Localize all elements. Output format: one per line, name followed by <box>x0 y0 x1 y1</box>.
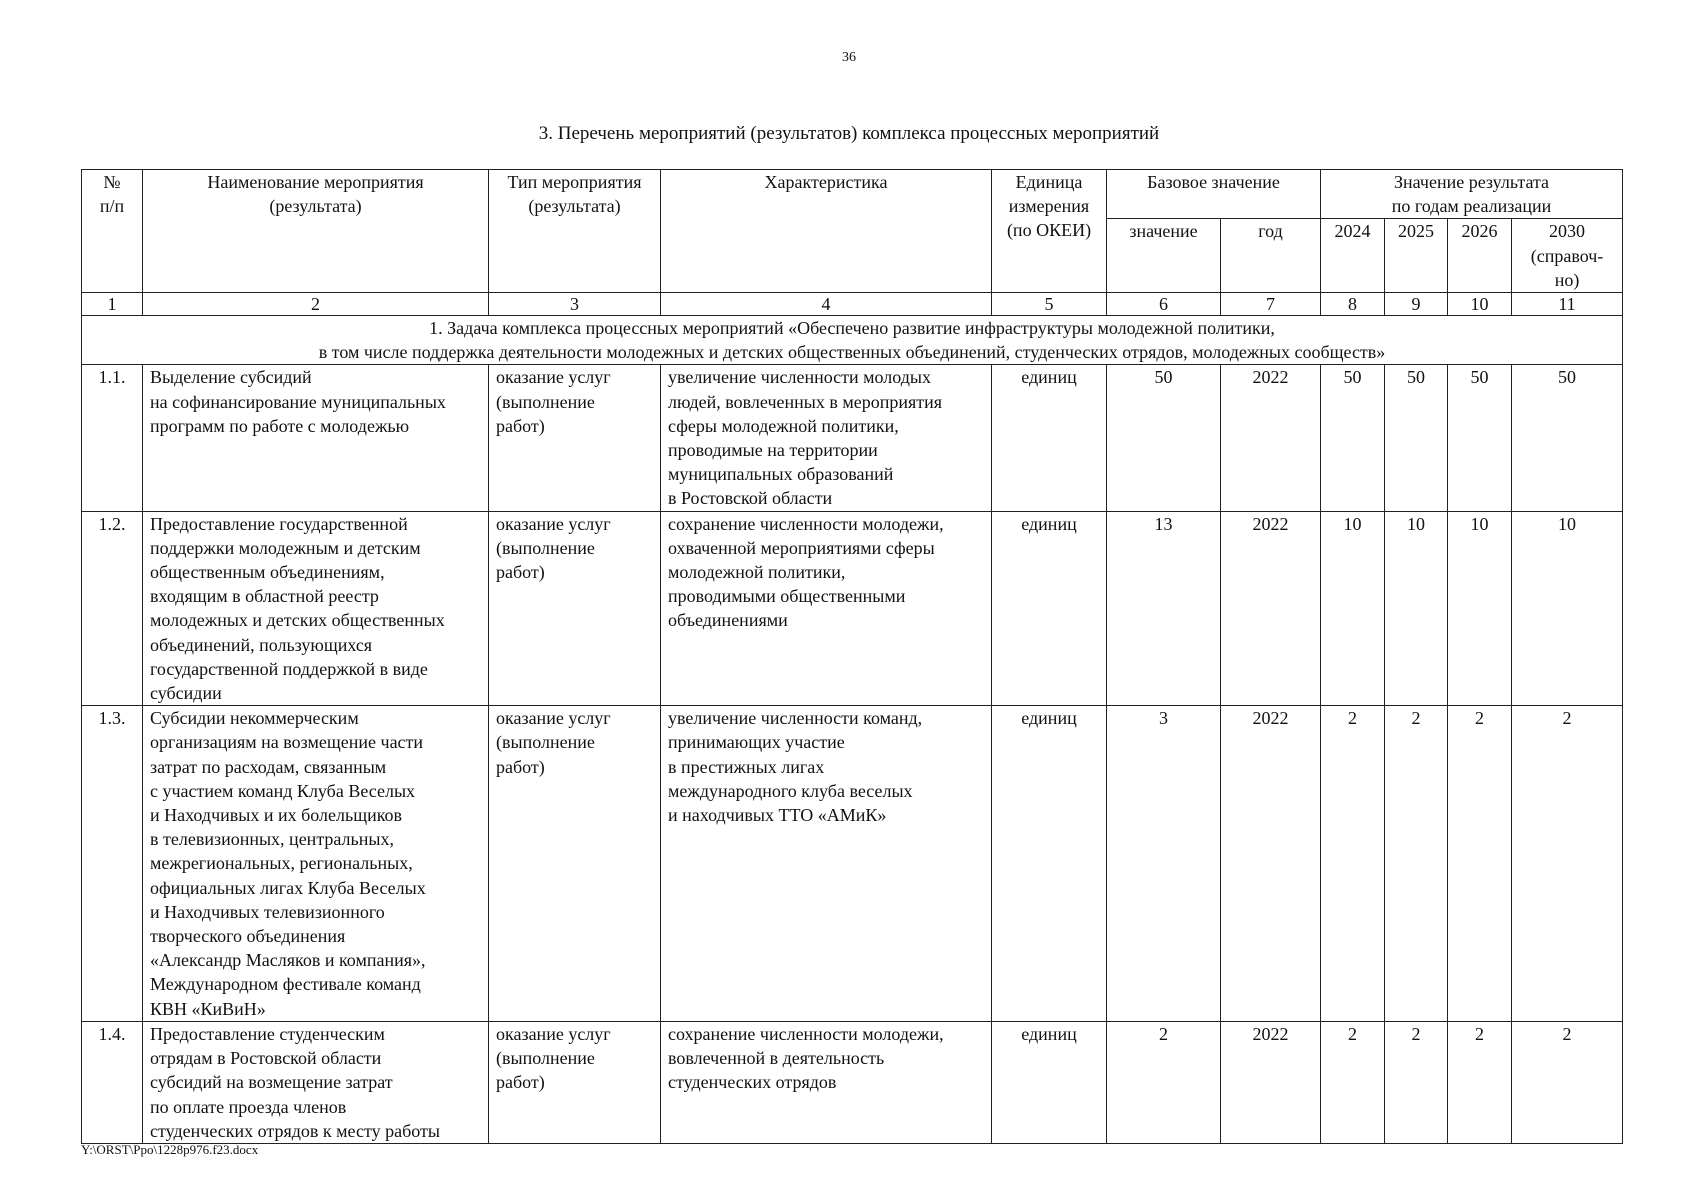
column-number: 3 <box>489 293 661 316</box>
task-heading-row <box>82 316 1623 365</box>
row-name: Субсидии некоммерческим организациям на возмещение части затрат по расходам, связанным с участием команд Клуба Веселых и Находчивых и их болельщиков в телевизионных, центральных, межрегиональных, региональных, официальных лигах Клуба Веселых и Находчивых телевизионного творческого объединения «Александр Масляков и компания», Международном фестивале команд КВН «КиВиН» <box>143 706 489 1022</box>
column-number: 5 <box>992 293 1107 316</box>
row-2024: 10 <box>1321 511 1385 706</box>
document-title: 3. Перечень мероприятий (результатов) комплекса процессных мероприятий <box>538 123 1160 144</box>
row-number: 1.4. <box>82 1021 143 1143</box>
header-base-year: год <box>1221 219 1321 293</box>
header-type: Тип мероприятия (результата) <box>489 170 661 293</box>
column-number: 8 <box>1321 293 1385 316</box>
row-unit: единиц <box>992 706 1107 1022</box>
row-2026: 10 <box>1448 511 1512 706</box>
table-row <box>82 1021 1623 1143</box>
header-base-value: значение <box>1107 219 1221 293</box>
header-2026: 2026 <box>1448 219 1512 293</box>
column-number: 6 <box>1107 293 1221 316</box>
column-number: 1 <box>82 293 143 316</box>
row-2025: 50 <box>1385 365 1448 511</box>
column-number: 10 <box>1448 293 1512 316</box>
header-2030: 2030 (справоч- но) <box>1512 219 1623 293</box>
row-2024: 2 <box>1321 706 1385 1022</box>
row-base-value: 3 <box>1107 706 1221 1022</box>
row-2026: 50 <box>1448 365 1512 511</box>
row-2030: 2 <box>1512 1021 1623 1143</box>
row-base-value: 13 <box>1107 511 1221 706</box>
row-characteristic: увеличение численности команд, принимающих участие в престижных лигах международного клуба веселых и находчивых ТТО «АМиК» <box>661 706 992 1022</box>
column-number-row <box>82 293 1623 316</box>
row-2030: 2 <box>1512 706 1623 1022</box>
row-name: Предоставление государственной поддержки молодежным и детским общественным объединениям, входящим в областной реестр молодежных и детских общественных объединений, пользующихся государственной поддержкой в виде субсидии <box>143 511 489 706</box>
row-2026: 2 <box>1448 1021 1512 1143</box>
header-name: Наименование мероприятия (результата) <box>143 170 489 293</box>
row-2026: 2 <box>1448 706 1512 1022</box>
header-row-1 <box>82 170 1623 219</box>
table-row <box>82 511 1623 706</box>
row-unit: единиц <box>992 511 1107 706</box>
row-base-value: 50 <box>1107 365 1221 511</box>
row-name: Предоставление студенческим отрядам в Ростовской области субсидий на возмещение затрат по оплате проезда членов студенческих отрядов к месту работы <box>143 1021 489 1143</box>
row-2025: 2 <box>1385 1021 1448 1143</box>
measures-table <box>81 169 1623 1144</box>
header-characteristic: Характеристика <box>661 170 992 293</box>
header-base: Базовое значение <box>1107 170 1321 219</box>
row-2030: 50 <box>1512 365 1623 511</box>
row-number: 1.3. <box>82 706 143 1022</box>
column-number: 11 <box>1512 293 1623 316</box>
row-type: оказание услуг (выполнение работ) <box>489 1021 661 1143</box>
row-type: оказание услуг (выполнение работ) <box>489 365 661 511</box>
task-heading: 1. Задача комплекса процессных мероприятий «Обеспечено развитие инфраструктуры молодежной политики, в том числе поддержка деятельности молодежных и детских общественных объединений, студенческих отрядов, молодежных сообществ» <box>82 316 1623 365</box>
file-path: Y:\ORST\Ppo\1228p976.f23.docx <box>81 1142 259 1157</box>
row-number: 1.2. <box>82 511 143 706</box>
row-base-year: 2022 <box>1221 706 1321 1022</box>
header-result: Значение результата по годам реализации <box>1321 170 1623 219</box>
row-unit: единиц <box>992 1021 1107 1143</box>
header-2024: 2024 <box>1321 219 1385 293</box>
column-number: 7 <box>1221 293 1321 316</box>
row-base-year: 2022 <box>1221 365 1321 511</box>
row-characteristic: сохранение численности молодежи, вовлеченной в деятельность студенческих отрядов <box>661 1021 992 1143</box>
row-base-value: 2 <box>1107 1021 1221 1143</box>
row-type: оказание услуг (выполнение работ) <box>489 706 661 1022</box>
row-base-year: 2022 <box>1221 1021 1321 1143</box>
row-type: оказание услуг (выполнение работ) <box>489 511 661 706</box>
row-number: 1.1. <box>82 365 143 511</box>
row-2024: 2 <box>1321 1021 1385 1143</box>
row-characteristic: увеличение численности молодых людей, вовлеченных в мероприятия сферы молодежной политики, проводимые на территории муниципальных образований в Ростовской области <box>661 365 992 511</box>
table-row <box>82 706 1623 1022</box>
header-2025: 2025 <box>1385 219 1448 293</box>
table-row <box>82 365 1623 511</box>
row-base-year: 2022 <box>1221 511 1321 706</box>
row-2025: 2 <box>1385 706 1448 1022</box>
header-unit: Единица измерения (по ОКЕИ) <box>992 170 1107 293</box>
row-2025: 10 <box>1385 511 1448 706</box>
header-num: № п/п <box>82 170 143 293</box>
column-number: 2 <box>143 293 489 316</box>
row-2024: 50 <box>1321 365 1385 511</box>
column-number: 9 <box>1385 293 1448 316</box>
row-name: Выделение субсидий на софинансирование муниципальных программ по работе с молодежью <box>143 365 489 511</box>
row-characteristic: сохранение численности молодежи, охваченной мероприятиями сферы молодежной политики, проводимыми общественными объединениями <box>661 511 992 706</box>
row-unit: единиц <box>992 365 1107 511</box>
row-2030: 10 <box>1512 511 1623 706</box>
page-number: 36 <box>842 50 856 65</box>
column-number: 4 <box>661 293 992 316</box>
